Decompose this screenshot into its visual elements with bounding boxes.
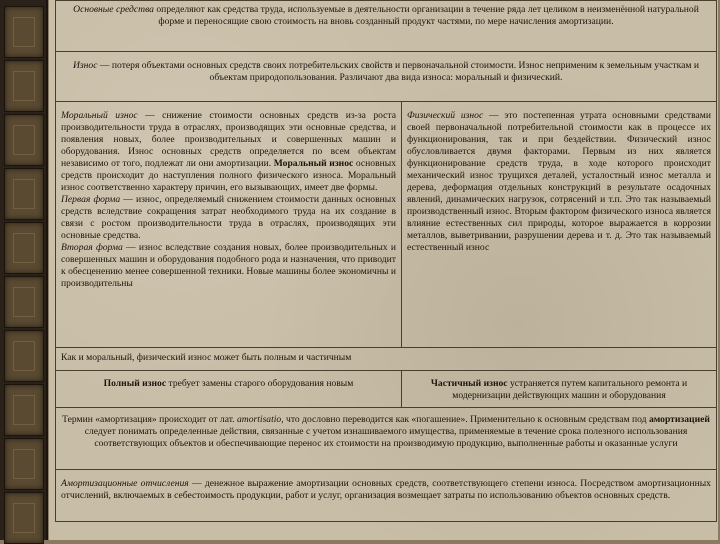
table-row (56, 102, 717, 348)
partial-wear-cell (402, 371, 717, 408)
film-frame (4, 168, 44, 220)
film-frame (4, 492, 44, 544)
term-label: Основные средства (73, 4, 154, 15)
definition-text: — снижение стоимости основных средств из-за роста производительности труда в отраслях, производящих эти основные средства, и появления новых, более производительных и совершенных машин и оборудования. Износ основных средств определяется по всем объектам независимо от того, подлежат ли они амортизации. (61, 110, 396, 169)
term-label: Износ (73, 60, 98, 71)
fixed-assets-definition (56, 1, 717, 52)
table-row (56, 1, 717, 52)
definition-text: — денежное выражение амортизации основных средств, соответствующего степени износа. Посредством амортизационных отчислений, включаемых в себестоимость продукции, работ и услуг, организация возмещает затраты по использованию объектов основных средств. (61, 478, 711, 501)
film-frame (4, 60, 44, 112)
definition-text: следует понимать определенные действия, связанные с учетом изнашиваемого имущества, применяемые в течение срока полезного использования соответствующих объектов и обеспечивающие перенос их стоимости на производимую продукцию, выполненные работы и оказанные услуги (84, 426, 688, 449)
table-row (56, 348, 717, 371)
full-wear-cell (56, 371, 402, 408)
film-frame (4, 222, 44, 274)
wear-types-note: Как и моральный, физический износ может быть полным и частичным (56, 348, 717, 371)
film-frame (4, 438, 44, 490)
slide-content (49, 0, 718, 540)
definition-text: — потеря объектами основных средств своих потребительских свойств и первоначальной стоимости. Износ неприменим к земельным участкам и объектам природопользования. Различают два вида износа: моральный и физический. (97, 60, 699, 83)
amortization-term-cell (56, 408, 717, 470)
definition-text: Термин «амортизация» происходит от лат. (62, 414, 237, 425)
bold-term: Моральный износ (273, 158, 354, 169)
term-label: Амортизационные отчисления (61, 478, 189, 489)
physical-wear-cell (402, 102, 717, 348)
table-row (56, 371, 717, 408)
film-frame (4, 330, 44, 382)
term-label: Частичный износ (430, 378, 508, 389)
definition-text: — это постепенная утрата основными средствами своей первоначальной потребительной стоимости как в процессе их функционирования, так и при бездействии. Физический износ обусловливается двумя факторами. Первым из них является функционирование средств труда, в ходе которого происходит механический износ трущихся деталей, усталостный износ металла и дерева, деформация отдельных конструкций в результате осадочных явлений, динамических нагрузок, сотрясений и т.п. Это так называемый производственный износ. Вторым фактором физического износа является влияние естественных сил природы, которое выражается в коррозии металлов, выветривании, разрушении дерева и т. д. Это так называемый естественный износ (407, 110, 711, 253)
filmstrip-decoration (0, 0, 48, 540)
table-row (56, 52, 717, 102)
term-label: Полный износ (103, 378, 167, 389)
table-row (56, 470, 717, 522)
term-label: Моральный износ (61, 110, 138, 121)
bold-term: амортизацией (648, 414, 710, 425)
depreciation-definition (56, 52, 717, 102)
amortization-charges-cell (56, 470, 717, 522)
film-frame (4, 276, 44, 328)
film-frame (4, 114, 44, 166)
moral-wear-cell (56, 102, 402, 348)
definition-text: устраняется путем капитального ремонта и модернизации действующих машин и оборудования (452, 378, 688, 401)
latin-term: amortisatio (236, 414, 282, 425)
film-frame (4, 384, 44, 436)
definitions-table (55, 0, 717, 522)
term-label: Первая форма (61, 194, 121, 205)
definition-text: требует замены старого оборудования новым (166, 378, 354, 389)
definition-text: , что дословно переводится как «погашение». Применительно к основным средствам под (281, 414, 649, 425)
definition-text: основных средств происходит до наступления полного физического износа. Моральный износ соответственно характеру причин, его вызывающих, имеет две формы. (61, 158, 397, 193)
definition-text: — износ, определяемый снижением стоимости данных основных средств вследствие сокращения затрат необходимого труда на их создание в связи с ростом производительности труда в отраслях, производящих эти основные средства. (61, 194, 396, 241)
term-label: Вторая форма (61, 242, 123, 253)
definition-text: определяют как средства труда, используемые в деятельности организации в течение ряда лет целиком в неизменённой натуральной форме и переносящие свою стоимость на вновь созданный продукт частями, по мере начисления амортизации. (153, 4, 699, 27)
definition-text: — износ вследствие создания новых, более производительных и совершенных машин и оборудования подобного рода и назначения, что приводит к обесценению менее совершенной техники. Новые машины более экономичны и производительны (61, 242, 396, 289)
term-label: Физический износ (407, 110, 484, 121)
film-frame (4, 6, 44, 58)
table-row (56, 408, 717, 470)
